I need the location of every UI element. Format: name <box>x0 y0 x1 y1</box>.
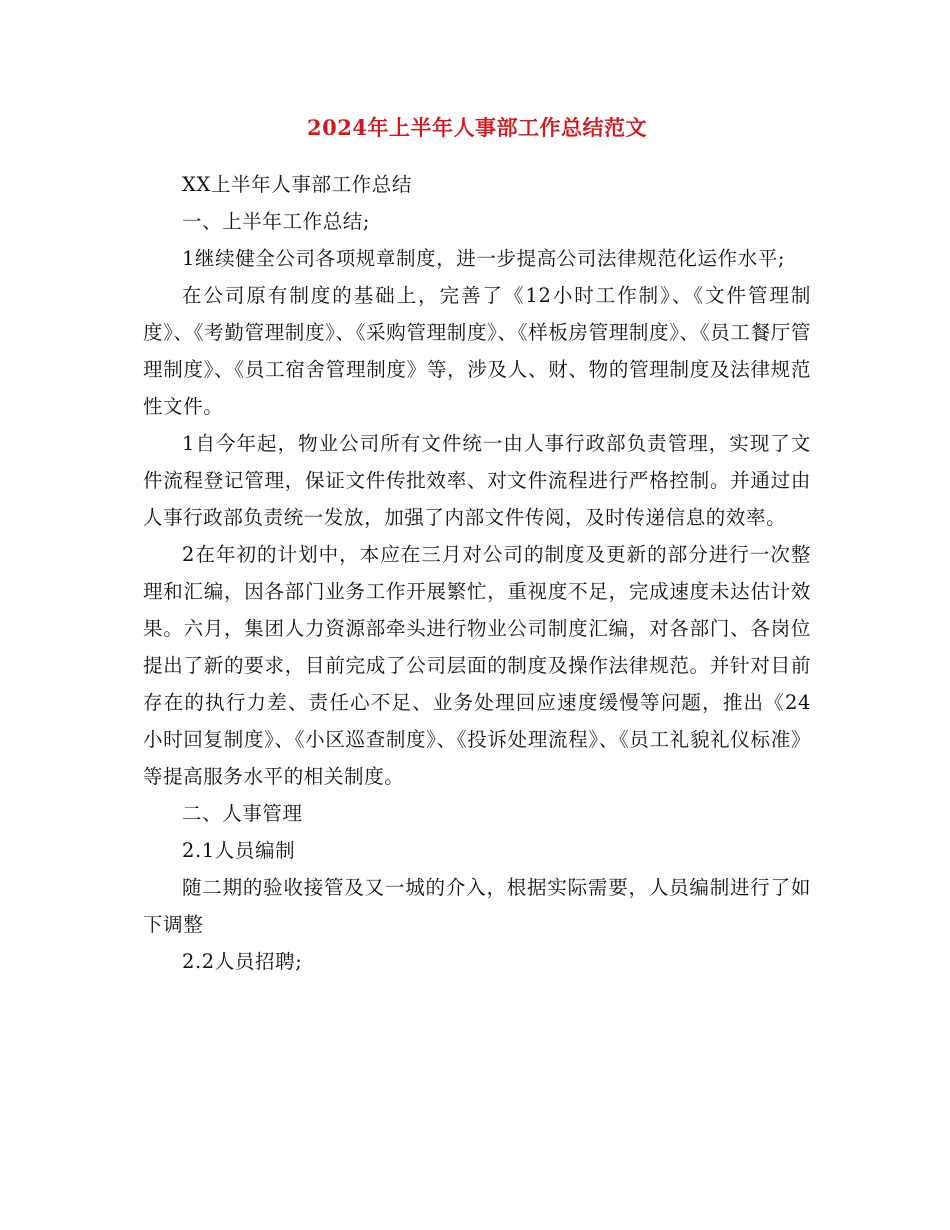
section-heading-summary: 一、上半年工作总结; <box>182 210 371 233</box>
doc-subtitle: XX上半年人事部工作总结 <box>182 173 412 196</box>
paragraph-rules-list: 在公司原有制度的基础上，完善了《12小时工作制》、《文件管理制度》、《考勤管理制度》、《采购管理制度》、《样板房管理制度》、《员工餐厅管理制度》、《员工宿舍管理制度》等，涉及人、财、物的管理制度及法律规范性文件。 <box>143 284 811 418</box>
document-title: 2024年上半年人事部工作总结范文 <box>307 115 647 140</box>
document-page <box>143 108 811 980</box>
section-heading-personnel: 二、人事管理 <box>182 802 303 825</box>
paragraph-rules-compilation: 2在年初的计划中，本应在三月对公司的制度及更新的部分进行一次整理和汇编，因各部门业务工作开展繁忙，重视度不足，完成速度未达估计效果。六月，集团人力资源部牵头进行物业公司制度汇编，对各部门、各岗位提出了新的要求，目前完成了公司层面的制度及操作法律规范。并针对目前存在的执行力差、责任心不足、业务处理回应速度缓慢等问题，推出《24小时回复制度》、《小区巡查制度》、《投诉处理流程》、《员工礼貌礼仪标准》等提高服务水平的相关制度。 <box>143 543 811 788</box>
paragraph-rules-improvement: 1继续健全公司各项规章制度，进一步提高公司法律规范化运作水平; <box>182 247 786 270</box>
paragraph-staffing-adjustment: 随二期的验收接管及又一城的介入，根据实际需要，人员编制进行了如下调整 <box>143 876 811 936</box>
subheading-recruitment: 2.2人员招聘; <box>182 950 303 973</box>
subheading-staffing: 2.1人员编制 <box>182 839 296 862</box>
paragraph-document-management: 1自今年起，物业公司所有文件统一由人事行政部负责管理，实现了文件流程登记管理，保证文件传批效率、对文件流程进行严格控制。并通过由人事行政部负责统一发放，加强了内部文件传阅，及时传递信息的效率。 <box>143 432 811 529</box>
